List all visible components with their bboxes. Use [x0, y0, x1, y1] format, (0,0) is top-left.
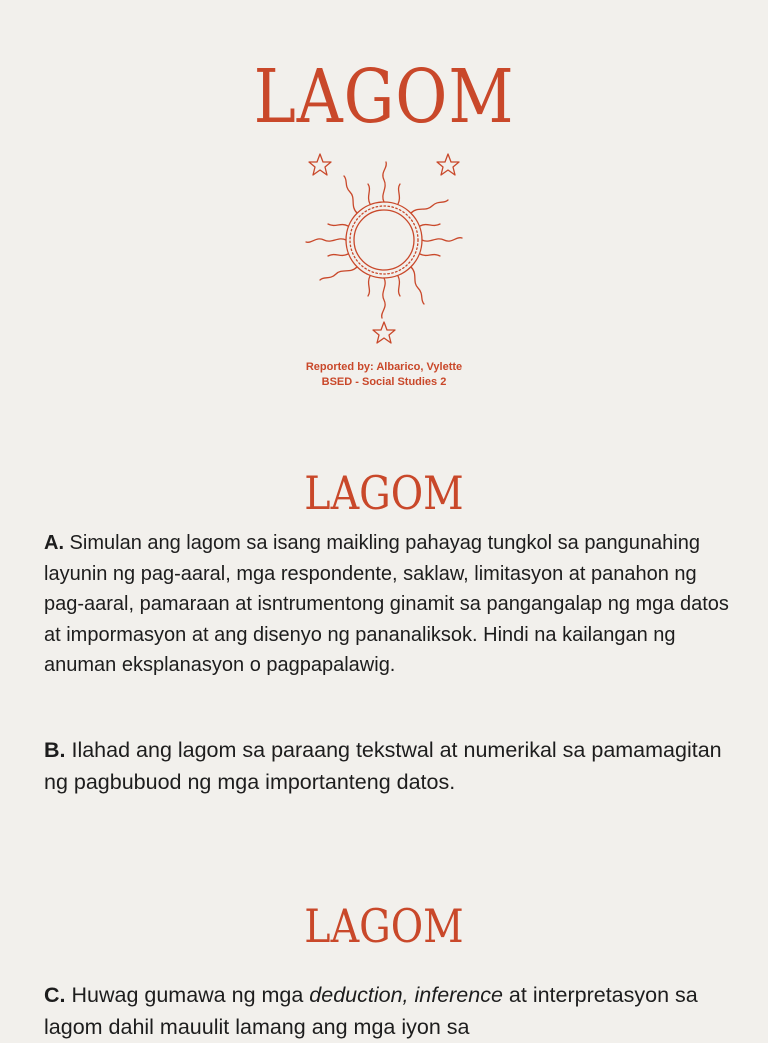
- sun-with-stars-icon: [300, 150, 468, 350]
- star-icon-bottom: [373, 322, 395, 343]
- section-title-1: LAGOM: [304, 466, 464, 520]
- item-c-paragraph: [44, 979, 734, 1043]
- item-c-text-2: at interpretasyon sa lagom dahil mauulit lamang ang mga iyon sa: [44, 983, 698, 1039]
- item-b-label: B.: [44, 738, 66, 762]
- item-c-italic: deduction, inference: [309, 983, 503, 1007]
- cover-title: LAGOM: [253, 54, 515, 140]
- reporter-block: [0, 360, 768, 390]
- item-b-text: Ilahad ang lagom sa paraang tekstwal at numerikal sa pamamagitan ng pagbubuod ng mga importanteng datos.: [44, 738, 722, 794]
- section-title-2: LAGOM: [304, 899, 464, 953]
- star-icon-left: [309, 154, 331, 175]
- reporter-name: Reported by: Albarico, Vylette: [305, 361, 463, 373]
- item-c-text-1: Huwag gumawa ng mga: [65, 983, 310, 1007]
- reporter-course: BSED - Social Studies 2: [321, 376, 447, 388]
- item-a-paragraph: [44, 528, 734, 681]
- star-icon-right: [437, 154, 459, 175]
- item-b-paragraph: [44, 734, 734, 798]
- item-a-label: A.: [44, 532, 64, 554]
- item-a-text: Simulan ang lagom sa isang maikling pahayag tungkol sa pangunahing layunin ng pag-aaral, mga respondente, saklaw, limitasyon at panahon ng pag-aaral, pamaraan at isntrumentong ginamit sa pangangalap ng mga datos at impormasyon at ang disenyo ng pananaliksok. Hindi na kailangan ng anuman eksplanasyon o pagpapalawig.: [44, 532, 729, 676]
- item-c-label: C.: [44, 983, 66, 1007]
